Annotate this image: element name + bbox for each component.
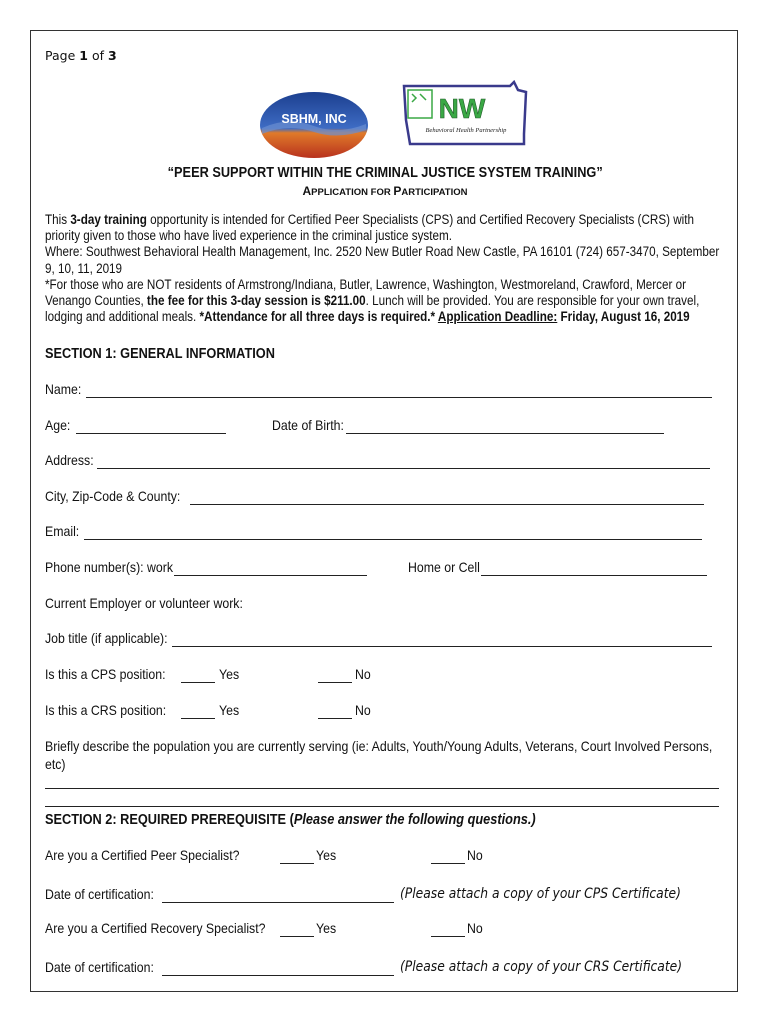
crs-no-label: No xyxy=(355,702,371,718)
sbhm-logo xyxy=(258,90,370,165)
cert-recovery-yes-field[interactable] xyxy=(280,936,314,937)
page-title: “PEER SUPPORT WITHIN THE CRIMINAL JUSTICE SYSTEM TRAINING” xyxy=(167,165,603,181)
intro-paragraph: This 3-day training opportunity is intended for Certified Peer Specialists (CPS) and Certified Recovery Specialists (CRS) with priority given to those who have lived experience in the criminal justice system. Where: Southwest Behavioral Health Management, Inc. 2520 New Butler Road New Castle, PA 16101 (724) 657-3470, September 9, 10, 11, 2019 *For those who are NOT residents of Armstrong/Indiana, Butler, Lawrence, Washington, Westmoreland, Crawford, Mercer or Venango Counties, the fee for this 3-day session is $211.00. Lunch will be provided. You are responsible for your own travel, lodging and additional meals. *Attendance for all three days is required.* Application Deadline: Friday, August 16, 2019 xyxy=(45,212,720,325)
address-label: Address: xyxy=(45,452,94,468)
phone-home-field[interactable] xyxy=(481,575,707,576)
city-label: City, Zip-Code & County: xyxy=(45,488,181,504)
cert-peer-label: Are you a Certified Peer Specialist? xyxy=(45,847,240,863)
crs-date-field[interactable] xyxy=(162,975,394,976)
describe-field-line-2[interactable] xyxy=(45,806,719,807)
crs-yes-field[interactable] xyxy=(181,718,215,719)
describe-label-2: etc) xyxy=(45,756,66,772)
name-field[interactable] xyxy=(86,397,712,398)
age-field[interactable] xyxy=(76,433,226,434)
cert-recovery-label: Are you a Certified Recovery Specialist? xyxy=(45,920,266,936)
describe-label: Briefly describe the population you are currently serving (ie: Adults, Youth/Young Adults, Veterans, Court Involved Persons, xyxy=(45,738,713,754)
cert-recovery-no-field[interactable] xyxy=(431,936,465,937)
name-label: Name: xyxy=(45,381,82,397)
cert-recovery-no-label: No xyxy=(467,920,483,936)
cps-yes-label: Yes xyxy=(219,666,240,682)
email-field[interactable] xyxy=(84,539,702,540)
svg-text:NW: NW xyxy=(438,93,486,124)
page-subtitle: APPLICATION FOR PARTICIPATION xyxy=(302,184,468,198)
city-field[interactable] xyxy=(190,504,704,505)
page-total: 3 xyxy=(107,48,117,63)
dob-label: Date of Birth: xyxy=(272,417,344,433)
nw-partnership-logo xyxy=(400,80,530,155)
cps-date-field[interactable] xyxy=(162,902,394,903)
cert-peer-yes-field[interactable] xyxy=(280,863,314,864)
cert-peer-no-label: No xyxy=(467,847,483,863)
cps-position-label: Is this a CPS position: xyxy=(45,666,166,682)
cps-yes-field[interactable] xyxy=(181,682,215,683)
job-label: Job title (if applicable): xyxy=(45,630,168,646)
crs-position-label: Is this a CRS position: xyxy=(45,702,167,718)
cps-certificate-note: (Please attach a copy of your CPS Certificate) xyxy=(400,886,681,902)
age-label: Age: xyxy=(45,417,71,433)
cert-peer-no-field[interactable] xyxy=(431,863,465,864)
page-current: 1 xyxy=(79,48,88,63)
email-label: Email: xyxy=(45,523,80,539)
svg-text:Behavioral Health Partnership: Behavioral Health Partnership xyxy=(425,127,507,134)
phone-work-field[interactable] xyxy=(174,575,367,576)
cert-peer-yes-label: Yes xyxy=(316,847,337,863)
dob-field[interactable] xyxy=(346,433,664,434)
page-label: Page xyxy=(45,48,76,63)
section2-heading: SECTION 2: REQUIRED PREREQUISITE (Please answer the following questions.) xyxy=(45,812,536,828)
phone-home-label: Home or Cell xyxy=(408,559,480,575)
cert-recovery-yes-label: Yes xyxy=(316,920,337,936)
job-field[interactable] xyxy=(172,646,712,647)
crs-certificate-note: (Please attach a copy of your CRS Certificate) xyxy=(400,959,683,975)
phone-work-label: Phone number(s): work xyxy=(45,559,174,575)
crs-date-label: Date of certification: xyxy=(45,959,154,975)
describe-field-line-1[interactable] xyxy=(45,788,719,789)
cps-date-label: Date of certification: xyxy=(45,886,154,902)
page-of: of xyxy=(91,48,104,63)
crs-no-field[interactable] xyxy=(318,718,352,719)
crs-yes-label: Yes xyxy=(219,702,240,718)
cps-no-label: No xyxy=(355,666,371,682)
page-number xyxy=(45,48,117,63)
section1-heading: SECTION 1: GENERAL INFORMATION xyxy=(45,346,275,362)
svg-text:SBHM, INC: SBHM, INC xyxy=(281,112,347,126)
cps-no-field[interactable] xyxy=(318,682,352,683)
employer-label: Current Employer or volunteer work: xyxy=(45,595,243,611)
address-field[interactable] xyxy=(97,468,710,469)
